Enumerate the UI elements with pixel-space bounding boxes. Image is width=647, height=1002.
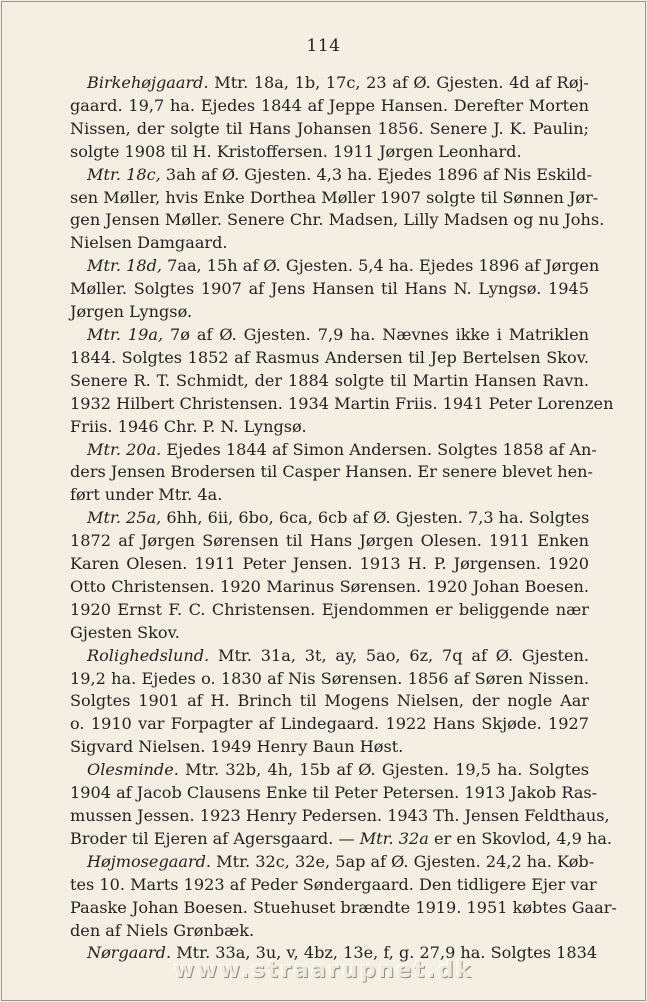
paragraph	[70, 439, 597, 508]
page-number: 114	[306, 36, 341, 56]
text-segment: o. 1910 var Forpagter af Lindegaard. 1922 Hans Skjøde. 1927	[70, 714, 589, 734]
paragraph	[70, 851, 617, 943]
text-segment: Gjesten Skov.	[70, 622, 180, 642]
text-line	[70, 347, 589, 370]
text-line	[70, 232, 589, 255]
text-segment: Jørgen Lyngsø.	[70, 302, 193, 322]
text-line	[70, 530, 589, 553]
text-segment: 7aa, 15h af Ø. Gjesten. 5,4 ha. Ejedes 1896 af Jørgen	[162, 256, 600, 276]
text-line	[70, 370, 589, 393]
text-segment: Nissen, der solgte til Hans Johansen 1856. Senere J. K. Paulin;	[70, 118, 589, 138]
text-segment: Mtr. 32b, 4h, 15b af Ø. Gjesten. 19,5 ha. Solgtes	[178, 760, 589, 780]
text-line	[70, 118, 589, 141]
paragraph	[70, 255, 600, 324]
text-segment: 6hh, 6ii, 6bo, 6ca, 6cb af Ø. Gjesten. 7,3 ha. Solgtes	[161, 508, 590, 528]
text-segment: Paaske Johan Boesen. Stuehuset brændte 1919. 1951 købtes Gaar-	[70, 897, 617, 917]
text-line	[70, 324, 589, 347]
text-segment: Broder til Ejeren af Agersgaard. —	[70, 828, 360, 848]
text-segment: Karen Olesen. 1911 Peter Jensen. 1913 H. P. Jørgensen. 1920	[70, 554, 589, 574]
text-segment: Mtr. 31a, 3t, ay, 5ao, 6z, 7q af Ø. Gjesten.	[209, 645, 589, 665]
text-line	[70, 439, 597, 462]
text-segment: Sigvard Nielsen. 1949 Henry Baun Høst.	[70, 737, 404, 757]
text-line	[70, 209, 605, 232]
text-line	[70, 622, 589, 645]
text-line	[70, 141, 589, 164]
text-line	[70, 690, 589, 713]
text-line	[70, 278, 589, 301]
italic-text: Mtr. 19a,	[87, 324, 164, 344]
text-line	[70, 897, 617, 920]
text-line	[70, 713, 589, 736]
text-line	[70, 301, 589, 324]
text-segment: Mtr. 33a, 3u, v, 4bz, 13e, f, g. 27,9 ha. Solgtes 1834	[171, 943, 598, 963]
text-segment: solgte 1908 til H. Kristoffersen. 1911 Jørgen Leonhard.	[70, 141, 522, 161]
text-segment: ders Jensen Brodersen til Casper Hansen. Er senere blevet hen-	[70, 462, 593, 482]
text-segment: ført under Mtr. 4a.	[70, 485, 223, 505]
text-line	[70, 828, 613, 851]
text-line	[70, 461, 593, 484]
text-line	[70, 874, 597, 897]
text-line	[70, 599, 589, 622]
text-segment: Møller. Solgtes 1907 af Jens Hansen til Hans N. Lyngsø. 1945	[70, 279, 589, 299]
text-segment: gaard. 19,7 ha. Ejedes 1844 af Jeppe Hansen. Derefter Morten	[70, 95, 589, 115]
italic-text: Birkehøjgaard.	[87, 73, 209, 92]
text-line	[70, 484, 589, 507]
text-line	[70, 782, 598, 805]
paragraph	[70, 72, 589, 164]
italic-text: Olesminde.	[87, 760, 179, 780]
text-line	[70, 736, 589, 759]
text-segment: Ejedes 1844 af Simon Andersen. Solgtes 1858 af An-	[161, 439, 597, 459]
body-text	[70, 72, 617, 965]
italic-text: Mtr. 20a.	[87, 439, 162, 459]
text-line	[70, 72, 589, 95]
text-segment: sen Møller, hvis Enke Dorthea Møller 1907 solgte til Sønnen Jør-	[70, 187, 599, 207]
paragraph	[70, 645, 589, 760]
text-segment: tes 10. Marts 1923 af Peder Søndergaard. Den tidligere Ejer var	[70, 874, 597, 894]
paragraph	[70, 507, 589, 644]
text-segment: Mtr. 32c, 32e, 5ap af Ø. Gjesten. 24,2 ha. Køb-	[211, 851, 595, 871]
text-line	[70, 187, 599, 210]
text-line	[70, 255, 600, 278]
paragraph	[70, 324, 614, 439]
text-line	[70, 668, 589, 691]
text-segment: er en Skovlod, 4,9 ha.	[428, 828, 613, 848]
text-segment: Otto Christensen. 1920 Marinus Sørensen. 1920 Johan Boesen.	[70, 576, 589, 596]
text-segment: mussen Jessen. 1923 Henry Pedersen. 1943 Th. Jensen Feldthaus,	[70, 806, 610, 825]
text-segment: 1920 Ernst F. C. Christensen. Ejendommen er beliggende nær	[70, 599, 589, 619]
text-segment: 1844. Solgtes 1852 af Rasmus Andersen til Jep Bertelsen Skov.	[70, 347, 589, 367]
text-line	[70, 851, 595, 874]
text-line	[70, 805, 610, 828]
text-line	[70, 645, 589, 668]
italic-text: Mtr. 18c,	[87, 164, 161, 184]
text-line	[70, 393, 614, 416]
text-segment: Solgtes 1901 af H. Brinch til Mogens Nielsen, der nogle Aar	[70, 691, 589, 711]
paragraph	[70, 164, 605, 256]
text-segment: Nielsen Damgaard.	[70, 233, 228, 253]
text-segment: 1904 af Jacob Clausens Enke til Peter Petersen. 1913 Jakob Ras-	[70, 783, 598, 803]
text-segment: 1872 af Jørgen Sørensen til Hans Jørgen Olesen. 1911 Enken	[70, 531, 589, 551]
text-line	[70, 164, 593, 187]
italic-text: Mtr. 18d,	[87, 256, 162, 276]
paragraph	[70, 759, 613, 851]
text-segment: 1932 Hilbert Christensen. 1934 Martin Friis. 1941 Peter Lorenzen	[70, 393, 614, 413]
italic-text: Mtr. 32a	[359, 828, 429, 848]
text-line	[70, 507, 589, 530]
text-segment: 19,2 ha. Ejedes o. 1830 af Nis Sørensen. 1856 af Søren Nissen.	[70, 668, 589, 688]
text-line	[70, 416, 589, 439]
text-segment: Mtr. 18a, 1b, 17c, 23 af Ø. Gjesten. 4d af Røj-	[208, 73, 589, 92]
text-line	[70, 759, 589, 782]
italic-text: Nørgaard.	[87, 943, 172, 963]
watermark: www.straarupnet.dk	[173, 958, 474, 983]
text-line	[70, 553, 589, 576]
text-line	[70, 920, 589, 943]
italic-text: Højmosegaard.	[87, 851, 212, 871]
text-segment: Friis. 1946 Chr. P. N. Lyngsø.	[70, 416, 307, 436]
italic-text: Rolighedslund.	[87, 645, 210, 665]
text-line	[70, 95, 589, 118]
text-segment: den af Niels Grønbæk.	[70, 920, 255, 940]
text-segment: Senere R. T. Schmidt, der 1884 solgte til Martin Hansen Ravn.	[70, 370, 589, 390]
text-segment: 7ø af Ø. Gjesten. 7,9 ha. Nævnes ikke i Matriklen	[163, 324, 589, 344]
text-line	[70, 576, 589, 599]
text-segment: gen Jensen Møller. Senere Chr. Madsen, Lilly Madsen og nu Johs.	[70, 210, 605, 230]
text-segment: 3ah af Ø. Gjesten. 4,3 ha. Ejedes 1896 af Nis Eskild-	[160, 164, 593, 184]
italic-text: Mtr. 25a,	[87, 508, 162, 528]
